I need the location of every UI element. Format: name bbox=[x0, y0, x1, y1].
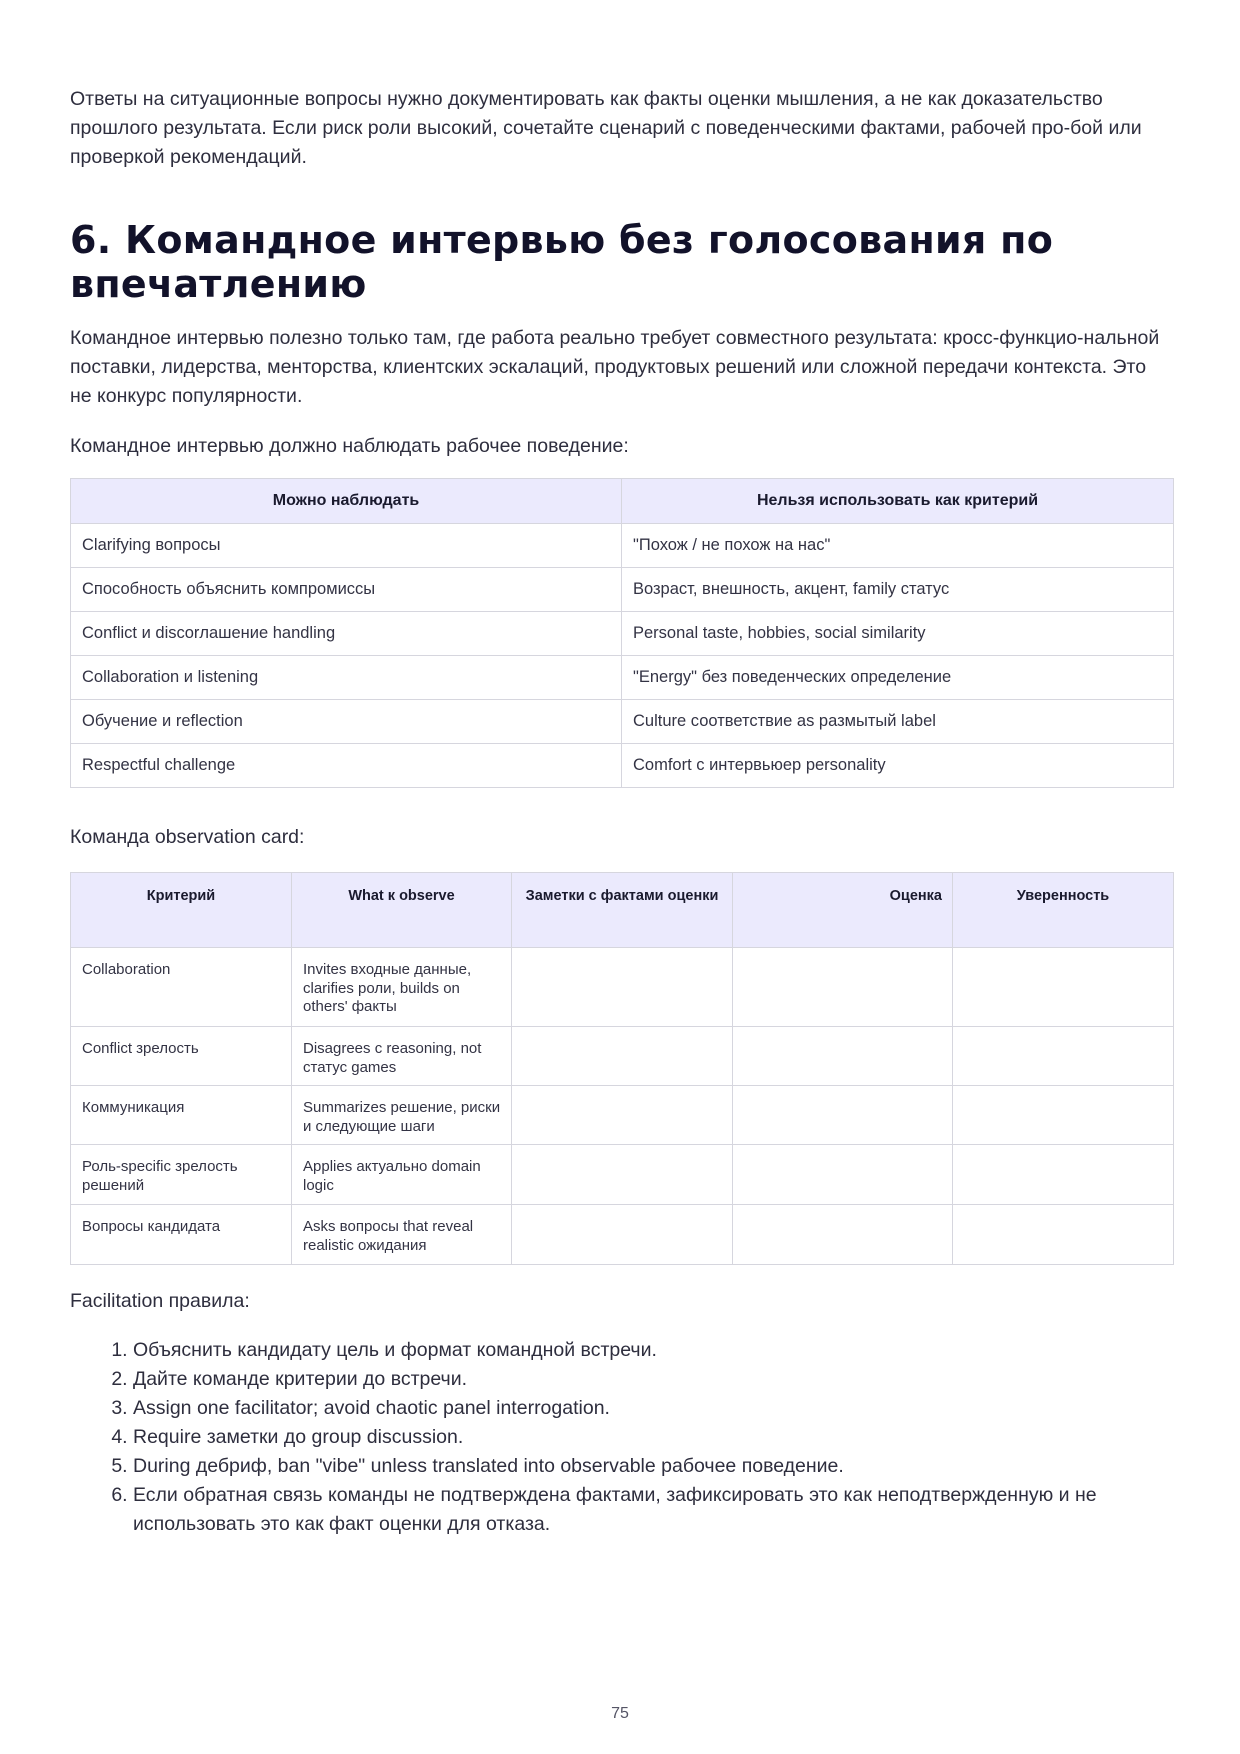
observation-card-table bbox=[70, 872, 1174, 1265]
header-observable: Можно наблюдать bbox=[71, 479, 622, 524]
table-cell: Invites входные данные, clarifies роли, builds on others' факты bbox=[292, 948, 512, 1027]
observe-criteria-table bbox=[70, 478, 1174, 788]
list-item: 1. Объяснить кандидату цель и формат командной встречи. bbox=[133, 1336, 1173, 1365]
table-row bbox=[71, 700, 1174, 744]
score-cell[interactable] bbox=[733, 1027, 953, 1086]
list-item: 2. Дайте команде критерии до встречи. bbox=[133, 1365, 1173, 1394]
table-cell: Comfort с интервьюер personality bbox=[622, 744, 1174, 788]
header-notes: Заметки с фактами оценки bbox=[512, 873, 733, 948]
table-cell: Способность объяснить компромиссы bbox=[71, 568, 622, 612]
table-row bbox=[71, 656, 1174, 700]
table-header-row bbox=[71, 479, 1174, 524]
header-criterion: Критерий bbox=[71, 873, 292, 948]
list-item: 4. Require заметки до group discussion. bbox=[133, 1423, 1173, 1452]
table-cell: Collaboration и listening bbox=[71, 656, 622, 700]
notes-cell[interactable] bbox=[512, 1145, 733, 1205]
table-row bbox=[71, 1027, 1174, 1086]
list-item: 5. During дебриф, ban "vibe" unless translated into observable рабочее поведение. bbox=[133, 1452, 1173, 1481]
table-cell: Personal taste, hobbies, social similarity bbox=[622, 612, 1174, 656]
facilitation-rules-list bbox=[70, 1336, 1173, 1539]
notes-cell[interactable] bbox=[512, 948, 733, 1027]
intro-paragraph: Ответы на ситуационные вопросы нужно документировать как факты оценки мышления, а не как доказательство прошлого результата. Если риск роли высокий, сочетайте сценарий с поведенческими фактами, рабочей про-бой или проверкой рекомендаций. bbox=[70, 88, 1142, 168]
table-cell: Respectful challenge bbox=[71, 744, 622, 788]
table-cell: Collaboration bbox=[71, 948, 292, 1027]
list-item: 3. Assign one facilitator; avoid chaotic panel interrogation. bbox=[133, 1394, 1173, 1423]
score-cell[interactable] bbox=[733, 1145, 953, 1205]
page-number: 75 bbox=[611, 1705, 629, 1722]
facilitation-rules-title: Facilitation правила: bbox=[70, 1290, 250, 1312]
confidence-cell[interactable] bbox=[953, 1086, 1174, 1145]
header-score: Оценка bbox=[733, 873, 953, 948]
table-cell: Роль-specific зрелость решений bbox=[71, 1145, 292, 1205]
confidence-cell[interactable] bbox=[953, 1205, 1174, 1265]
confidence-cell[interactable] bbox=[953, 948, 1174, 1027]
table-row bbox=[71, 524, 1174, 568]
notes-cell[interactable] bbox=[512, 1027, 733, 1086]
score-cell[interactable] bbox=[733, 948, 953, 1027]
table-row bbox=[71, 948, 1174, 1027]
observe-intro: Командное интервью должно наблюдать рабочее поведение: bbox=[70, 435, 629, 457]
confidence-cell[interactable] bbox=[953, 1145, 1174, 1205]
observation-card-title: Команда observation card: bbox=[70, 826, 305, 848]
table-row bbox=[71, 612, 1174, 656]
header-confidence: Уверенность bbox=[953, 873, 1174, 948]
header-what-to-observe: What к observe bbox=[292, 873, 512, 948]
table-row bbox=[71, 1205, 1174, 1265]
score-cell[interactable] bbox=[733, 1205, 953, 1265]
notes-cell[interactable] bbox=[512, 1205, 733, 1265]
table-cell: "Energy" без поведенческих определение bbox=[622, 656, 1174, 700]
table-cell: Conflict и discorлашение handling bbox=[71, 612, 622, 656]
table-cell: Вопросы кандидата bbox=[71, 1205, 292, 1265]
table-cell: "Похож / не похож на нас" bbox=[622, 524, 1174, 568]
table-cell: Culture соответствие as размытый label bbox=[622, 700, 1174, 744]
notes-cell[interactable] bbox=[512, 1086, 733, 1145]
table-cell: Disagrees с reasoning, not статус games bbox=[292, 1027, 512, 1086]
table-cell: Conflict зрелость bbox=[71, 1027, 292, 1086]
section-paragraph: Командное интервью полезно только там, где работа реально требует совместного результата: кросс-функцио-нальной поставки, лидерства, менторства, клиентских эскалаций, продуктовых решений или сложной передачи контекста. Это не конкурс популярности. bbox=[70, 327, 1160, 407]
table-row bbox=[71, 1086, 1174, 1145]
table-cell: Коммуникация bbox=[71, 1086, 292, 1145]
table-row bbox=[71, 744, 1174, 788]
table-header-row bbox=[71, 873, 1174, 948]
table-cell: Asks вопросы that reveal realistic ожидания bbox=[292, 1205, 512, 1265]
table-row bbox=[71, 1145, 1174, 1205]
confidence-cell[interactable] bbox=[953, 1027, 1174, 1086]
table-row bbox=[71, 568, 1174, 612]
section-heading: 6. Командное интервью без голосования по впечатлению bbox=[70, 218, 1054, 306]
table-cell: Обучение и reflection bbox=[71, 700, 622, 744]
table-cell: Clarifying вопросы bbox=[71, 524, 622, 568]
header-not-criterion: Нельзя использовать как критерий bbox=[622, 479, 1174, 524]
list-item: 6. Если обратная связь команды не подтверждена фактами, зафиксировать это как неподтвержденную и не использовать это как факт оценки для отказа. bbox=[133, 1481, 1173, 1539]
score-cell[interactable] bbox=[733, 1086, 953, 1145]
table-cell: Summarizes решение, риски и следующие шаги bbox=[292, 1086, 512, 1145]
table-cell: Возраст, внешность, акцент, family статус bbox=[622, 568, 1174, 612]
table-cell: Applies актуально domain logic bbox=[292, 1145, 512, 1205]
